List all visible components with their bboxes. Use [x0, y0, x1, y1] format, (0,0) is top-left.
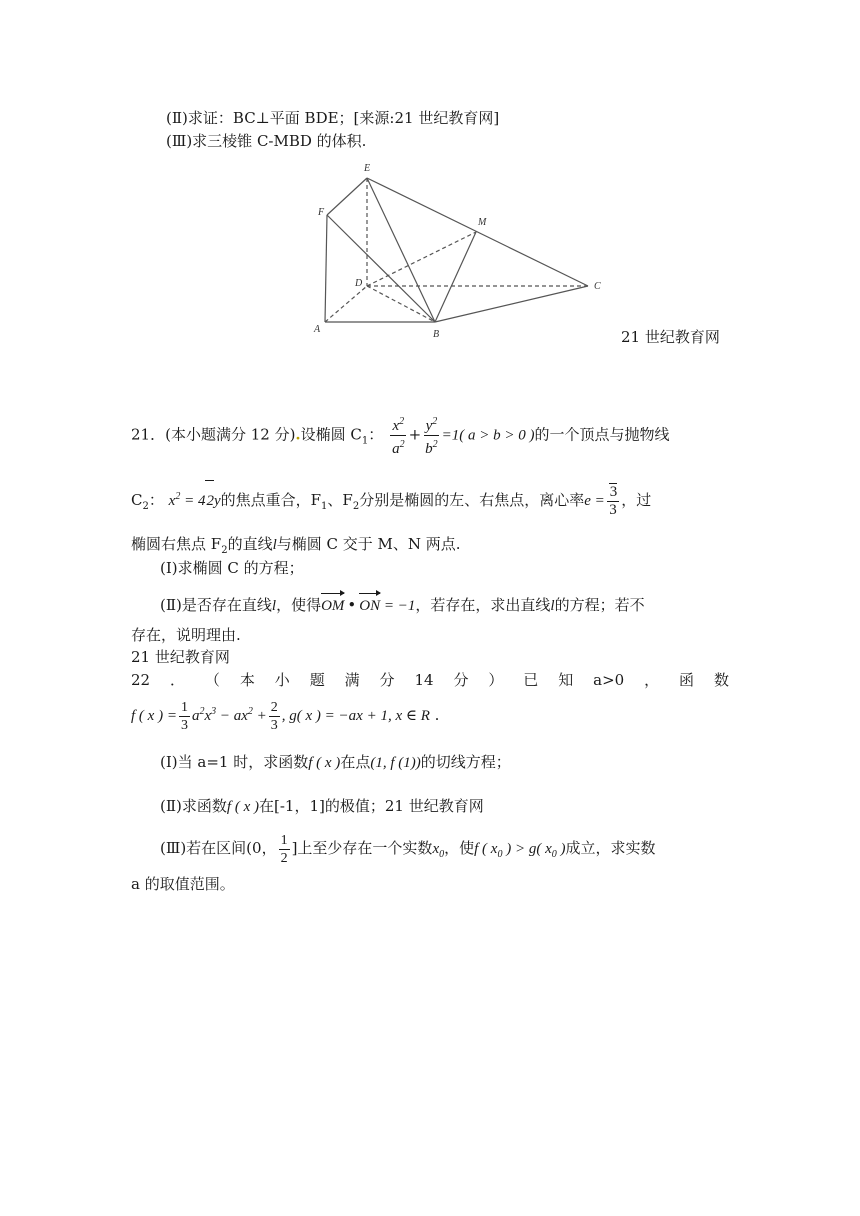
edge-FE: [327, 178, 367, 215]
fraction-1-3: $\frac{1}{3}$: [180, 699, 188, 733]
problem-21-line-2: [131, 477, 651, 527]
watermark-2: 21 世纪教育网: [131, 648, 230, 666]
label-D: D: [355, 278, 363, 289]
ellipse-label: 设椭圆 C: [300, 425, 362, 444]
f2-sub: 2: [352, 501, 360, 512]
problem-22-header: [131, 670, 729, 690]
problem-22-part-3-cont: a 的取值范围。: [131, 875, 235, 893]
problem-21-line-3: [131, 534, 461, 561]
problem-21-part-2-cont: 存在，说明理由.: [131, 626, 241, 644]
edge-DM: [367, 232, 476, 286]
text-intersect: 与椭圆 C 交于 M、N 两点.: [276, 535, 461, 553]
f1-sub: 1: [321, 501, 328, 512]
problem-21-part-2: [160, 593, 645, 618]
edge-FA: [325, 215, 327, 322]
header-token: 题: [309, 671, 325, 689]
header-token: ．: [170, 671, 186, 689]
text-eccentricity: 分别是椭圆的左、右焦点，离心率: [359, 491, 585, 509]
question-20-part-2: (Ⅱ)求证：BC⊥平面 BDE；[来源:21 世纪教育网]: [166, 109, 500, 127]
edge-BC: [435, 286, 588, 322]
fraction-x2-a2: $\frac{x^2}{a^2}$: [390, 413, 407, 458]
text-focus: 的焦点重合，F: [220, 491, 322, 509]
text-through: ，过: [621, 491, 652, 509]
header-token: a>0: [593, 671, 625, 689]
header-token: 数: [713, 671, 729, 689]
fx-1: f ( x ): [308, 755, 341, 771]
edge-BM: [435, 232, 476, 322]
label-B: B: [433, 329, 440, 340]
text-find-function: (Ⅱ)求函数: [160, 797, 227, 815]
text-tangent: 的切线方程；: [420, 753, 511, 771]
text-exists: (Ⅱ)是否存在直线: [160, 596, 272, 614]
header-token: （: [204, 671, 220, 689]
label-F: F: [318, 207, 325, 218]
problem-21-line-1: 21．(本小题满分 12 分).设椭圆 $C_1$： $\frac{x^2}{a^2}$ + $\frac{y^2}{b^2}$ =1( a > b > 0 )的一个顶点与抛物线: [131, 413, 670, 460]
label-C: C: [594, 281, 601, 292]
label-A: A: [314, 324, 321, 335]
point-1-f1: (1, f (1)): [370, 755, 421, 771]
period: .: [429, 706, 440, 724]
problem-22-part-1: [160, 750, 511, 775]
inequality: f ( $x_0$ ) > g( $x_0$ ): [474, 841, 566, 860]
ellipse-condition: =1( a > b > 0 ): [441, 427, 535, 444]
problem-21-score: 21．(本小题满分 12 分): [131, 425, 296, 444]
line-l: l: [272, 537, 277, 553]
parabola-label: C: [131, 491, 143, 509]
header-token: 本: [239, 671, 255, 689]
text-at-least-one: ]上至少存在一个实数: [291, 839, 433, 857]
edge-AD: [325, 286, 367, 322]
text-extrema: 在[-1，1]的极值；21 世纪教育网: [258, 797, 484, 815]
text-right-focus: 椭圆右焦点 F: [131, 535, 222, 553]
pyramid-figure: [300, 155, 620, 345]
label-M: M: [478, 217, 487, 228]
colon: ：: [368, 425, 384, 444]
f2-sub-2: 2: [221, 545, 228, 556]
fraction-y2-b2: $\frac{y^2}{b^2}$: [423, 413, 440, 458]
header-token: 22: [131, 671, 151, 689]
ellipse-sub: 1: [361, 435, 369, 447]
colon-2: ：: [148, 491, 164, 509]
edge-EB: [367, 178, 435, 322]
header-token: 14: [414, 671, 434, 689]
problem-22-part-2: [160, 794, 484, 819]
line-l-2: l: [271, 598, 277, 614]
text-if-exists: ，若存在，求出直线: [415, 596, 551, 614]
header-token: ）: [488, 671, 504, 689]
fx-2: f ( x ): [226, 799, 259, 815]
text-f2: 、F: [327, 491, 353, 509]
problem-22-part-3: [160, 828, 656, 875]
function-f-def: f ( x ) =: [131, 708, 177, 724]
text-line: 的直线: [227, 535, 273, 553]
vector-OM: OM: [321, 594, 344, 618]
dot-operator: •: [347, 596, 357, 614]
function-g-def: , g( x ) = −ax + 1, x ∈ R: [281, 708, 430, 724]
x0-var: $x_0$: [432, 841, 445, 860]
line-l-3: l: [550, 598, 555, 614]
header-token: 小: [274, 671, 290, 689]
fraction-2-3: $\frac{2}{3}$: [270, 699, 278, 733]
parabola-sub: 2: [142, 501, 149, 512]
problem-22-functions: [131, 692, 439, 736]
header-token: 已: [523, 671, 539, 689]
eccentricity-var: e =: [584, 493, 605, 509]
text-interval: (Ⅲ)若在区间(0，: [160, 839, 277, 857]
fraction-sqrt3-3: $\frac{3}{3}$: [607, 483, 620, 519]
problem-21-part-1: (I)求椭圆 C 的方程；: [160, 559, 304, 577]
header-token: 满: [344, 671, 360, 689]
dot-product-value: = −1: [380, 598, 416, 614]
header-token: 分: [453, 671, 469, 689]
header-token: ，: [644, 671, 660, 689]
vector-ON: ON: [359, 594, 380, 618]
header-token: 分: [379, 671, 395, 689]
label-E: E: [364, 163, 371, 174]
question-20-part-3: (Ⅲ)求三棱锥 C-MBD 的体积.: [166, 132, 367, 150]
text-such-that: ，使得: [276, 596, 322, 614]
text-when-a1: (I)当 a=1 时，求函数: [160, 753, 309, 771]
watermark-1: 21 世纪教育网: [621, 328, 720, 346]
header-token: 知: [558, 671, 574, 689]
marker-dot: .: [295, 425, 301, 444]
problem-21-tail: 的一个顶点与抛物线: [534, 425, 670, 444]
edge-DB: [367, 286, 435, 322]
text-equation-if-not: 的方程；若不: [554, 596, 645, 614]
text-holds: 成立，求实数: [565, 839, 656, 857]
header-token: 函: [679, 671, 695, 689]
f-terms: $a^2x^3 - ax^2$ +: [191, 706, 267, 724]
text-at-point: 在点: [340, 753, 371, 771]
fraction-1-2: $\frac{1}{2}$: [280, 832, 288, 866]
text-such: ，使: [444, 839, 475, 857]
parabola-equation: $x^2 = 42y$: [169, 493, 221, 509]
